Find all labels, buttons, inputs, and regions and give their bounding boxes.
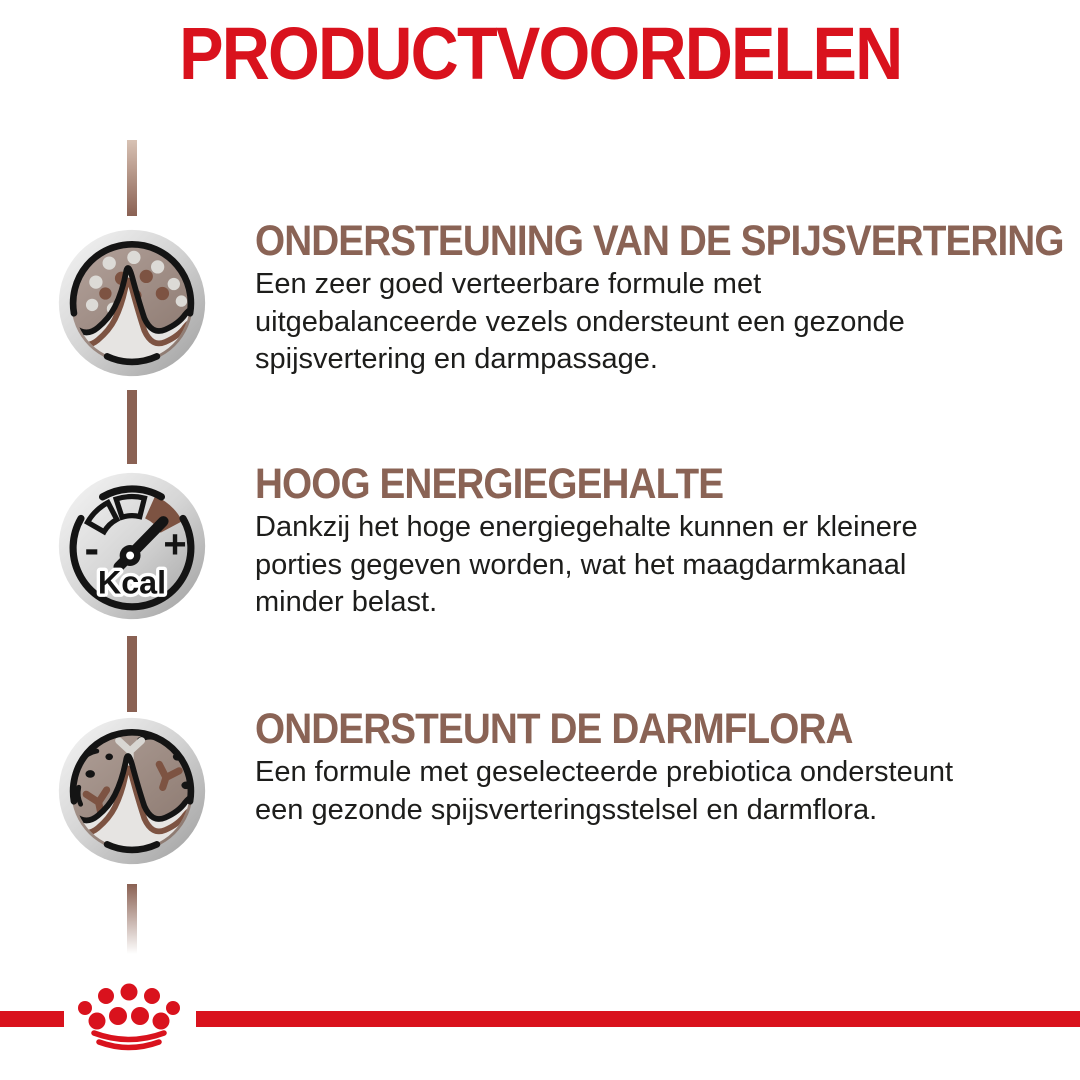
- body-line: Een zeer goed verteerbare formule met: [255, 268, 762, 300]
- timeline-segment-mid1: [127, 390, 137, 464]
- body-line: een gezonde spijsverteringsstelsel en darmflora.: [255, 793, 878, 826]
- gauge-plus-label: +: [163, 522, 187, 567]
- timeline-segment-mid2: [127, 636, 137, 712]
- section-body: [255, 266, 1065, 379]
- section-heading: ONDERSTEUNING VAN DE SPIJSVERTERING: [255, 217, 1064, 265]
- section-heading: ONDERSTEUNT DE DARMFLORA: [255, 705, 853, 753]
- section-digestive-support: [255, 219, 1065, 379]
- body-line: spijsvertering en darmpassage.: [255, 343, 658, 375]
- body-line: minder belast.: [255, 586, 438, 618]
- section-high-energy: [255, 462, 1065, 622]
- kcal-gauge-icon-svg: [56, 470, 208, 622]
- gauge-kcal-label: Kcal: [97, 564, 167, 601]
- timeline-segment-top: [127, 140, 137, 216]
- body-line: uitgebalanceerde vezels ondersteunt een gezonde: [255, 305, 905, 338]
- page-header: [0, 14, 1080, 94]
- royal-canin-crown-logo: [60, 982, 204, 1054]
- digestion-intestine-icon-svg: [56, 227, 208, 379]
- body-line: Dankzij het hoge energiegehalte kunnen er kleinere: [255, 511, 918, 543]
- footer-rule-right: [196, 1011, 1080, 1027]
- gauge-minus-label: -: [84, 524, 100, 574]
- gut-flora-icon-svg: [56, 715, 208, 867]
- royal-canin-crown-logo-svg: [60, 982, 204, 1054]
- body-line: Een formule met geselecteerde prebiotica ondersteunt: [255, 756, 954, 788]
- page-title: PRODUCTVOORDELEN: [178, 12, 902, 95]
- digestion-intestine-icon: [56, 227, 208, 379]
- timeline-segment-bottom: [127, 884, 137, 954]
- section-body: [255, 509, 1065, 622]
- gut-flora-icon: [56, 715, 208, 867]
- section-heading: HOOG ENERGIEGEHALTE: [255, 460, 724, 508]
- footer-rule-left: [0, 1011, 64, 1027]
- body-line: porties gegeven worden, wat het maagdarmkanaal: [255, 548, 907, 581]
- section-gut-flora: [255, 707, 1065, 829]
- section-body: [255, 754, 1065, 829]
- kcal-gauge-icon: [56, 470, 208, 622]
